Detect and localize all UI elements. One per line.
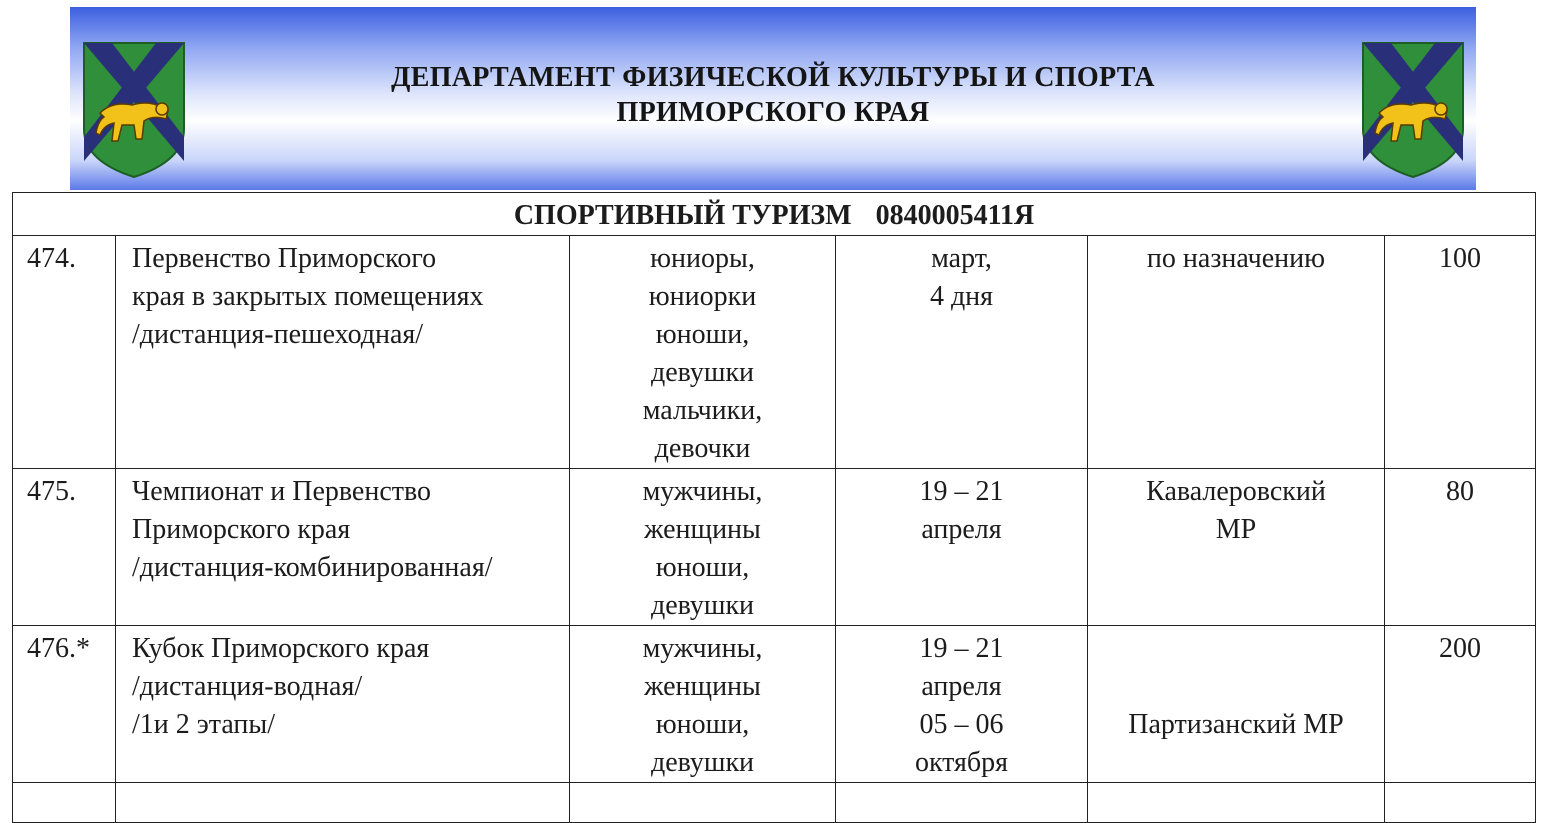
table-row <box>13 469 1536 626</box>
group-line: юноши, <box>655 319 750 350</box>
event-name-line: Первенство Приморского <box>132 243 437 274</box>
place-line: МР <box>1215 514 1257 545</box>
event-name-line: /дистанция-комбинированная/ <box>132 552 493 583</box>
event-participants: 200 <box>1385 626 1536 783</box>
group-line: юниоры, <box>650 243 755 274</box>
event-name-line: /1и 2 этапы/ <box>132 709 275 740</box>
group-line: юниорки <box>648 281 757 312</box>
table-cell <box>116 783 570 823</box>
group-line: мужчины, <box>642 633 763 664</box>
section-code: 0840005411Я <box>875 200 1035 231</box>
section-header <box>13 193 1536 236</box>
table-cell <box>570 783 836 823</box>
group-line: женщины <box>644 514 761 545</box>
place-line: по назначению <box>1146 243 1326 274</box>
event-name-line: Приморского края <box>132 514 351 545</box>
title-line-1: ДЕПАРТАМЕНТ ФИЗИЧЕСКОЙ КУЛЬТУРЫ И СПОРТА <box>391 62 1155 93</box>
group-line: девушки <box>650 590 755 621</box>
table-row <box>13 236 1536 469</box>
group-line: женщины <box>644 671 761 702</box>
group-line: мужчины, <box>642 476 763 507</box>
event-name-line: Чемпионат и Первенство <box>132 476 432 507</box>
group-line: юноши, <box>655 709 750 740</box>
table-cell <box>1385 783 1536 823</box>
event-participants: 100 <box>1385 236 1536 469</box>
place-line: Кавалеровский <box>1146 476 1326 507</box>
date-line: 19 – 21 <box>919 476 1004 507</box>
section-header-row <box>13 193 1536 236</box>
event-groups <box>570 626 836 783</box>
date-line: октября <box>914 747 1009 778</box>
group-line: девушки <box>650 357 755 388</box>
table-cell <box>1088 783 1385 823</box>
event-place <box>1088 626 1385 783</box>
event-dates <box>836 469 1088 626</box>
event-name <box>116 236 570 469</box>
event-participants: 80 <box>1385 469 1536 626</box>
date-line: апреля <box>921 514 1002 545</box>
group-line: мальчики, <box>642 395 763 426</box>
table-row <box>13 783 1536 823</box>
event-name <box>116 626 570 783</box>
place-line <box>1098 668 1374 706</box>
event-place <box>1088 469 1385 626</box>
event-groups <box>570 469 836 626</box>
event-name-line: /дистанция-водная/ <box>132 671 363 702</box>
event-name-line: /дистанция-пешеходная/ <box>132 319 424 350</box>
group-line: девушки <box>650 747 755 778</box>
place-line: Партизанский МР <box>1128 709 1344 740</box>
date-line: апреля <box>921 671 1002 702</box>
event-name <box>116 469 570 626</box>
event-groups <box>570 236 836 469</box>
event-number: 475. <box>13 469 116 626</box>
event-place <box>1088 236 1385 469</box>
event-number: 474. <box>13 236 116 469</box>
event-dates <box>836 626 1088 783</box>
page-title <box>70 60 1476 130</box>
header-banner <box>70 7 1476 190</box>
table-cell <box>836 783 1088 823</box>
event-name-line: края в закрытых помещениях <box>132 281 484 312</box>
event-dates <box>836 236 1088 469</box>
section-sport: СПОРТИВНЫЙ ТУРИЗМ <box>513 200 852 231</box>
place-line <box>1098 630 1374 668</box>
table-row <box>13 626 1536 783</box>
table-cell <box>13 783 116 823</box>
coat-of-arms-icon <box>1361 41 1465 179</box>
event-name-line: Кубок Приморского края <box>132 633 430 664</box>
date-line: 05 – 06 <box>919 709 1004 740</box>
date-line: 4 дня <box>929 281 994 312</box>
group-line: девочки <box>654 433 751 464</box>
event-number: 476.* <box>13 626 116 783</box>
group-line: юноши, <box>655 552 750 583</box>
title-line-2: ПРИМОРСКОГО КРАЯ <box>616 97 930 128</box>
date-line: март, <box>931 243 992 274</box>
date-line: 19 – 21 <box>919 633 1004 664</box>
schedule-table <box>12 192 1536 823</box>
